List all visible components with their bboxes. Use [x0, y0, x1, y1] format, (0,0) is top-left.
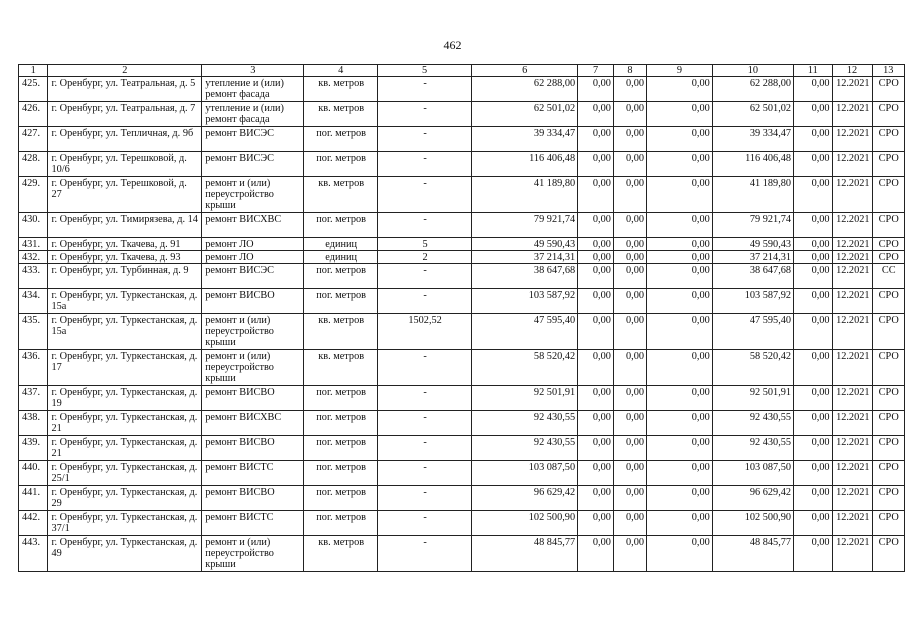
col9-cell: 0,00	[647, 436, 713, 461]
work-type-cell: ремонт ВИСВО	[202, 486, 304, 511]
col10-cell: 58 520,42	[712, 350, 793, 386]
col8-cell: 0,00	[613, 102, 646, 127]
unit-cell: пог. метров	[304, 436, 377, 461]
table-row	[19, 77, 905, 102]
row-number: 425.	[19, 77, 48, 102]
column-header-4: 4	[304, 65, 377, 77]
col11-cell: 0,00	[794, 251, 833, 264]
col10-cell: 49 590,43	[712, 238, 793, 251]
table-row	[19, 386, 905, 411]
address-cell: г. Оренбург, ул. Тимирязева, д. 14	[48, 213, 202, 238]
quantity-cell: -	[377, 264, 471, 289]
total-cost-cell: 92 430,55	[472, 411, 578, 436]
address-cell: г. Оренбург, ул. Туркестанская, д. 15а	[48, 314, 202, 350]
work-type-cell: ремонт ВИСЭС	[202, 152, 304, 177]
work-type-cell: ремонт ЛО	[202, 238, 304, 251]
unit-cell: пог. метров	[304, 411, 377, 436]
col8-cell: 0,00	[613, 436, 646, 461]
total-cost-cell: 38 647,68	[472, 264, 578, 289]
col10-cell: 38 647,68	[712, 264, 793, 289]
column-header-11: 11	[794, 65, 833, 77]
col9-cell: 0,00	[647, 314, 713, 350]
column-header-6: 6	[472, 65, 578, 77]
col10-cell: 41 189,80	[712, 177, 793, 213]
total-cost-cell: 92 501,91	[472, 386, 578, 411]
unit-cell: пог. метров	[304, 461, 377, 486]
address-cell: г. Оренбург, ул. Ткачева, д. 93	[48, 251, 202, 264]
table-body	[19, 77, 905, 572]
col11-cell: 0,00	[794, 77, 833, 102]
completion-date-cell: 12.2021	[832, 486, 872, 511]
column-number-row	[19, 65, 905, 77]
unit-cell: кв. метров	[304, 350, 377, 386]
funding-source-cell: СРО	[872, 213, 904, 238]
col8-cell: 0,00	[613, 411, 646, 436]
column-header-12: 12	[832, 65, 872, 77]
work-type-cell: утепление и (или) ремонт фасада	[202, 77, 304, 102]
col7-cell: 0,00	[578, 213, 614, 238]
col10-cell: 103 587,92	[712, 289, 793, 314]
quantity-cell: -	[377, 436, 471, 461]
col10-cell: 47 595,40	[712, 314, 793, 350]
funding-source-cell: СРО	[872, 511, 904, 536]
table-row	[19, 251, 905, 264]
unit-cell: кв. метров	[304, 536, 377, 572]
page-number: 462	[443, 38, 462, 52]
column-header-5: 5	[377, 65, 471, 77]
unit-cell: кв. метров	[304, 314, 377, 350]
quantity-cell: 5	[377, 238, 471, 251]
col9-cell: 0,00	[647, 213, 713, 238]
unit-cell: пог. метров	[304, 127, 377, 152]
col10-cell: 92 430,55	[712, 411, 793, 436]
funding-source-cell: СРО	[872, 238, 904, 251]
table-row	[19, 436, 905, 461]
col8-cell: 0,00	[613, 251, 646, 264]
col7-cell: 0,00	[578, 511, 614, 536]
completion-date-cell: 12.2021	[832, 411, 872, 436]
work-type-cell: ремонт ВИСХВС	[202, 213, 304, 238]
funding-source-cell: СРО	[872, 411, 904, 436]
col9-cell: 0,00	[647, 386, 713, 411]
col10-cell: 62 288,00	[712, 77, 793, 102]
col7-cell: 0,00	[578, 350, 614, 386]
col9-cell: 0,00	[647, 238, 713, 251]
row-number: 441.	[19, 486, 48, 511]
funding-source-cell: СРО	[872, 251, 904, 264]
col7-cell: 0,00	[578, 102, 614, 127]
col7-cell: 0,00	[578, 411, 614, 436]
row-number: 427.	[19, 127, 48, 152]
address-cell: г. Оренбург, ул. Туркестанская, д. 19	[48, 386, 202, 411]
funding-source-cell: СРО	[872, 152, 904, 177]
col8-cell: 0,00	[613, 289, 646, 314]
row-number: 433.	[19, 264, 48, 289]
funding-source-cell: СС	[872, 264, 904, 289]
row-number: 431.	[19, 238, 48, 251]
col11-cell: 0,00	[794, 127, 833, 152]
quantity-cell: -	[377, 289, 471, 314]
row-number: 438.	[19, 411, 48, 436]
funding-source-cell: СРО	[872, 436, 904, 461]
funding-source-cell: СРО	[872, 127, 904, 152]
funding-source-cell: СРО	[872, 536, 904, 572]
col10-cell: 62 501,02	[712, 102, 793, 127]
quantity-cell: -	[377, 386, 471, 411]
total-cost-cell: 62 501,02	[472, 102, 578, 127]
col8-cell: 0,00	[613, 264, 646, 289]
col7-cell: 0,00	[578, 152, 614, 177]
quantity-cell: -	[377, 102, 471, 127]
col7-cell: 0,00	[578, 77, 614, 102]
table-row	[19, 238, 905, 251]
completion-date-cell: 12.2021	[832, 289, 872, 314]
completion-date-cell: 12.2021	[832, 127, 872, 152]
table-row	[19, 461, 905, 486]
col9-cell: 0,00	[647, 152, 713, 177]
col8-cell: 0,00	[613, 461, 646, 486]
address-cell: г. Оренбург, ул. Театральная, д. 5	[48, 77, 202, 102]
col8-cell: 0,00	[613, 386, 646, 411]
row-number: 442.	[19, 511, 48, 536]
funding-source-cell: СРО	[872, 314, 904, 350]
work-type-cell: утепление и (или) ремонт фасада	[202, 102, 304, 127]
col11-cell: 0,00	[794, 411, 833, 436]
row-number: 429.	[19, 177, 48, 213]
funding-source-cell: СРО	[872, 177, 904, 213]
col8-cell: 0,00	[613, 127, 646, 152]
table-row	[19, 511, 905, 536]
col11-cell: 0,00	[794, 264, 833, 289]
total-cost-cell: 49 590,43	[472, 238, 578, 251]
address-cell: г. Оренбург, ул. Ткачева, д. 91	[48, 238, 202, 251]
table-row	[19, 102, 905, 127]
quantity-cell: -	[377, 461, 471, 486]
address-cell: г. Оренбург, ул. Туркестанская, д. 25/1	[48, 461, 202, 486]
col7-cell: 0,00	[578, 314, 614, 350]
col8-cell: 0,00	[613, 486, 646, 511]
col10-cell: 102 500,90	[712, 511, 793, 536]
col7-cell: 0,00	[578, 177, 614, 213]
col9-cell: 0,00	[647, 350, 713, 386]
quantity-cell: -	[377, 536, 471, 572]
work-type-cell: ремонт ВИСХВС	[202, 411, 304, 436]
total-cost-cell: 92 430,55	[472, 436, 578, 461]
unit-cell: пог. метров	[304, 264, 377, 289]
completion-date-cell: 12.2021	[832, 511, 872, 536]
quantity-cell: 1502,52	[377, 314, 471, 350]
completion-date-cell: 12.2021	[832, 350, 872, 386]
table-row	[19, 264, 905, 289]
work-type-cell: ремонт и (или) переустройство крыши	[202, 314, 304, 350]
column-header-7: 7	[578, 65, 614, 77]
col11-cell: 0,00	[794, 461, 833, 486]
col8-cell: 0,00	[613, 152, 646, 177]
row-number: 443.	[19, 536, 48, 572]
col7-cell: 0,00	[578, 486, 614, 511]
table-row	[19, 127, 905, 152]
col10-cell: 48 845,77	[712, 536, 793, 572]
funding-source-cell: СРО	[872, 486, 904, 511]
address-cell: г. Оренбург, ул. Туркестанская, д. 49	[48, 536, 202, 572]
col8-cell: 0,00	[613, 177, 646, 213]
funding-source-cell: СРО	[872, 461, 904, 486]
column-header-3: 3	[202, 65, 304, 77]
funding-source-cell: СРО	[872, 386, 904, 411]
table-row	[19, 486, 905, 511]
repair-program-table	[18, 64, 905, 572]
col9-cell: 0,00	[647, 177, 713, 213]
quantity-cell: -	[377, 411, 471, 436]
total-cost-cell: 47 595,40	[472, 314, 578, 350]
col9-cell: 0,00	[647, 461, 713, 486]
col8-cell: 0,00	[613, 314, 646, 350]
work-type-cell: ремонт ВИСВО	[202, 386, 304, 411]
completion-date-cell: 12.2021	[832, 314, 872, 350]
address-cell: г. Оренбург, ул. Театральная, д. 7	[48, 102, 202, 127]
col8-cell: 0,00	[613, 238, 646, 251]
quantity-cell: -	[377, 152, 471, 177]
completion-date-cell: 12.2021	[832, 536, 872, 572]
funding-source-cell: СРО	[872, 77, 904, 102]
quantity-cell: 2	[377, 251, 471, 264]
col7-cell: 0,00	[578, 264, 614, 289]
unit-cell: пог. метров	[304, 213, 377, 238]
table-row	[19, 177, 905, 213]
col9-cell: 0,00	[647, 127, 713, 152]
quantity-cell: -	[377, 127, 471, 152]
table-row	[19, 289, 905, 314]
table-row	[19, 314, 905, 350]
col7-cell: 0,00	[578, 436, 614, 461]
column-header-1: 1	[19, 65, 48, 77]
unit-cell: кв. метров	[304, 102, 377, 127]
row-number: 440.	[19, 461, 48, 486]
row-number: 428.	[19, 152, 48, 177]
address-cell: г. Оренбург, ул. Туркестанская, д. 17	[48, 350, 202, 386]
col10-cell: 79 921,74	[712, 213, 793, 238]
address-cell: г. Оренбург, ул. Туркестанская, д. 29	[48, 486, 202, 511]
unit-cell: кв. метров	[304, 77, 377, 102]
col11-cell: 0,00	[794, 213, 833, 238]
col11-cell: 0,00	[794, 177, 833, 213]
funding-source-cell: СРО	[872, 289, 904, 314]
funding-source-cell: СРО	[872, 350, 904, 386]
completion-date-cell: 12.2021	[832, 386, 872, 411]
address-cell: г. Оренбург, ул. Турбинная, д. 9	[48, 264, 202, 289]
completion-date-cell: 12.2021	[832, 238, 872, 251]
row-number: 437.	[19, 386, 48, 411]
unit-cell: пог. метров	[304, 511, 377, 536]
col8-cell: 0,00	[613, 213, 646, 238]
row-number: 435.	[19, 314, 48, 350]
table-row	[19, 411, 905, 436]
col8-cell: 0,00	[613, 350, 646, 386]
column-header-2: 2	[48, 65, 202, 77]
col8-cell: 0,00	[613, 511, 646, 536]
col10-cell: 37 214,31	[712, 251, 793, 264]
work-type-cell: ремонт ВИСТС	[202, 511, 304, 536]
completion-date-cell: 12.2021	[832, 461, 872, 486]
col9-cell: 0,00	[647, 486, 713, 511]
column-header-10: 10	[712, 65, 793, 77]
col10-cell: 116 406,48	[712, 152, 793, 177]
column-header-13: 13	[872, 65, 904, 77]
unit-cell: пог. метров	[304, 289, 377, 314]
unit-cell: пог. метров	[304, 386, 377, 411]
quantity-cell: -	[377, 350, 471, 386]
work-type-cell: ремонт ВИСТС	[202, 461, 304, 486]
col10-cell: 39 334,47	[712, 127, 793, 152]
funding-source-cell: СРО	[872, 102, 904, 127]
total-cost-cell: 48 845,77	[472, 536, 578, 572]
col11-cell: 0,00	[794, 238, 833, 251]
column-header-9: 9	[647, 65, 713, 77]
col11-cell: 0,00	[794, 436, 833, 461]
col7-cell: 0,00	[578, 238, 614, 251]
work-type-cell: ремонт и (или) переустройство крыши	[202, 350, 304, 386]
quantity-cell: -	[377, 177, 471, 213]
address-cell: г. Оренбург, ул. Тепличная, д. 9б	[48, 127, 202, 152]
col11-cell: 0,00	[794, 511, 833, 536]
quantity-cell: -	[377, 77, 471, 102]
table-row	[19, 536, 905, 572]
completion-date-cell: 12.2021	[832, 177, 872, 213]
col7-cell: 0,00	[578, 127, 614, 152]
address-cell: г. Оренбург, ул. Туркестанская, д. 37/1	[48, 511, 202, 536]
row-number: 434.	[19, 289, 48, 314]
col9-cell: 0,00	[647, 102, 713, 127]
row-number: 432.	[19, 251, 48, 264]
row-number: 430.	[19, 213, 48, 238]
total-cost-cell: 58 520,42	[472, 350, 578, 386]
work-type-cell: ремонт ЛО	[202, 251, 304, 264]
table-row	[19, 350, 905, 386]
col9-cell: 0,00	[647, 511, 713, 536]
col9-cell: 0,00	[647, 77, 713, 102]
completion-date-cell: 12.2021	[832, 77, 872, 102]
quantity-cell: -	[377, 213, 471, 238]
col7-cell: 0,00	[578, 461, 614, 486]
address-cell: г. Оренбург, ул. Туркестанская, д. 21	[48, 411, 202, 436]
work-type-cell: ремонт ВИСВО	[202, 289, 304, 314]
work-type-cell: ремонт ВИСЭС	[202, 127, 304, 152]
completion-date-cell: 12.2021	[832, 251, 872, 264]
col11-cell: 0,00	[794, 314, 833, 350]
col11-cell: 0,00	[794, 289, 833, 314]
quantity-cell: -	[377, 486, 471, 511]
table-row	[19, 213, 905, 238]
col9-cell: 0,00	[647, 411, 713, 436]
row-number: 439.	[19, 436, 48, 461]
unit-cell: единиц	[304, 251, 377, 264]
completion-date-cell: 12.2021	[832, 213, 872, 238]
col9-cell: 0,00	[647, 251, 713, 264]
unit-cell: пог. метров	[304, 152, 377, 177]
total-cost-cell: 37 214,31	[472, 251, 578, 264]
col7-cell: 0,00	[578, 289, 614, 314]
table-row	[19, 152, 905, 177]
total-cost-cell: 102 500,90	[472, 511, 578, 536]
col11-cell: 0,00	[794, 386, 833, 411]
col8-cell: 0,00	[613, 77, 646, 102]
unit-cell: единиц	[304, 238, 377, 251]
col11-cell: 0,00	[794, 102, 833, 127]
col11-cell: 0,00	[794, 486, 833, 511]
work-type-cell: ремонт и (или) переустройство крыши	[202, 536, 304, 572]
total-cost-cell: 62 288,00	[472, 77, 578, 102]
col7-cell: 0,00	[578, 386, 614, 411]
completion-date-cell: 12.2021	[832, 264, 872, 289]
col11-cell: 0,00	[794, 152, 833, 177]
col7-cell: 0,00	[578, 536, 614, 572]
total-cost-cell: 116 406,48	[472, 152, 578, 177]
total-cost-cell: 103 587,92	[472, 289, 578, 314]
work-type-cell: ремонт ВИСЭС	[202, 264, 304, 289]
unit-cell: пог. метров	[304, 486, 377, 511]
col10-cell: 92 501,91	[712, 386, 793, 411]
col9-cell: 0,00	[647, 264, 713, 289]
address-cell: г. Оренбург, ул. Терешковой, д. 10/6	[48, 152, 202, 177]
col10-cell: 103 087,50	[712, 461, 793, 486]
col10-cell: 92 430,55	[712, 436, 793, 461]
col11-cell: 0,00	[794, 350, 833, 386]
address-cell: г. Оренбург, ул. Туркестанская, д. 21	[48, 436, 202, 461]
total-cost-cell: 41 189,80	[472, 177, 578, 213]
completion-date-cell: 12.2021	[832, 436, 872, 461]
address-cell: г. Оренбург, ул. Туркестанская, д. 15а	[48, 289, 202, 314]
completion-date-cell: 12.2021	[832, 152, 872, 177]
col10-cell: 96 629,42	[712, 486, 793, 511]
total-cost-cell: 79 921,74	[472, 213, 578, 238]
work-type-cell: ремонт и (или) переустройство крыши	[202, 177, 304, 213]
unit-cell: кв. метров	[304, 177, 377, 213]
row-number: 426.	[19, 102, 48, 127]
total-cost-cell: 103 087,50	[472, 461, 578, 486]
completion-date-cell: 12.2021	[832, 102, 872, 127]
total-cost-cell: 39 334,47	[472, 127, 578, 152]
column-header-8: 8	[613, 65, 646, 77]
total-cost-cell: 96 629,42	[472, 486, 578, 511]
col7-cell: 0,00	[578, 251, 614, 264]
quantity-cell: -	[377, 511, 471, 536]
work-type-cell: ремонт ВИСВО	[202, 436, 304, 461]
col9-cell: 0,00	[647, 536, 713, 572]
col9-cell: 0,00	[647, 289, 713, 314]
col11-cell: 0,00	[794, 536, 833, 572]
row-number: 436.	[19, 350, 48, 386]
address-cell: г. Оренбург, ул. Терешковой, д. 27	[48, 177, 202, 213]
col8-cell: 0,00	[613, 536, 646, 572]
